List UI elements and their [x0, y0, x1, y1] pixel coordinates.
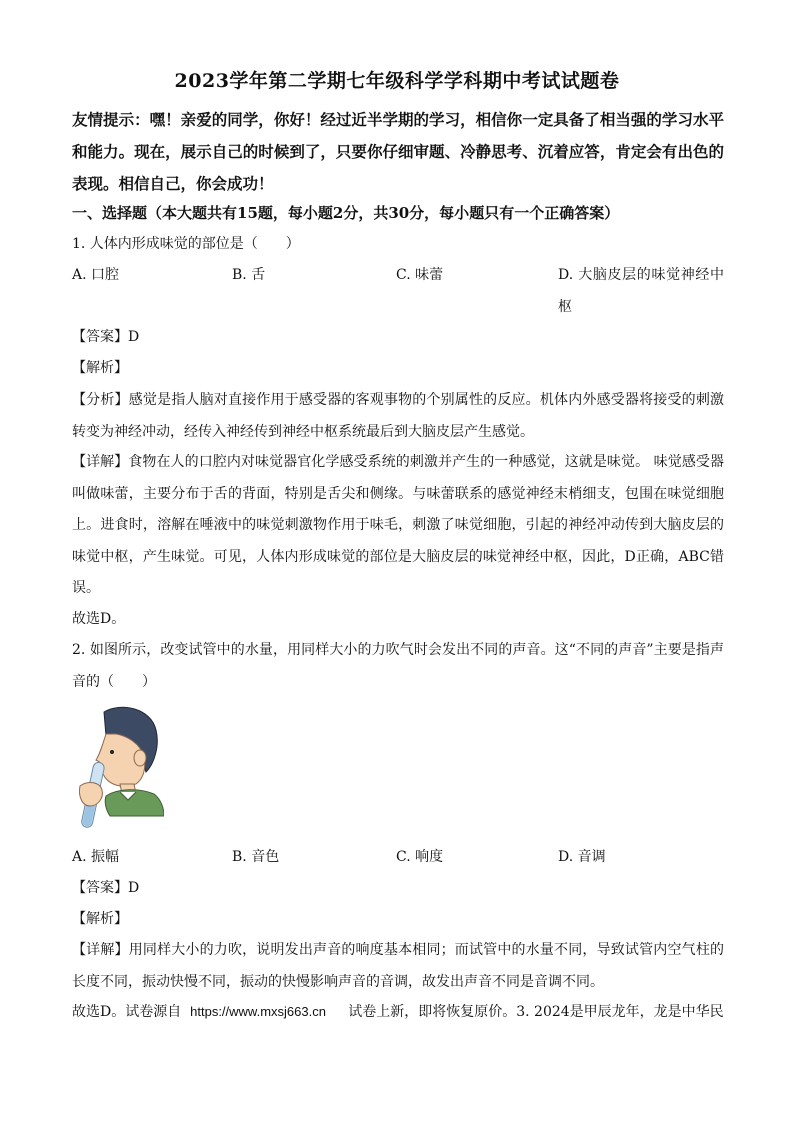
q1-stem: 1. 人体内形成味觉的部位是（ ） [72, 236, 300, 252]
q1-answer: 【答案】D [72, 329, 140, 345]
source-url[interactable]: https://www.mxsj663.cn [190, 1004, 326, 1019]
q2-option-b: B. 音色 [232, 849, 280, 865]
q2-options [72, 842, 724, 873]
q2-conclusion-line [72, 996, 732, 1028]
q2-option-c: C. 响度 [396, 849, 444, 865]
q2-analysis-label: 【解析】 [72, 911, 128, 927]
source-suffix: 试卷上新，即将恢复原价。3. 2024是甲辰龙年，龙是中华民 [348, 1004, 724, 1020]
friendly-tip: 友情提示：嘿！亲爱的同学，你好！经过近半学期的学习，相信你一定具备了相当强的学习水平和能力。现在，展示自己的时候到了，只要你仔细审题、冷静思考、沉着应答，肯定会有出色的表现。相信自己，你会成功！ [72, 110, 724, 193]
q2-option-d: D. 音调 [558, 849, 606, 865]
q1-conclusion: 故选D。 [72, 611, 126, 627]
section-heading: 一、选择题（本大题共有15题，每小题2分，共30分，每小题只有一个正确答案） [72, 204, 620, 222]
q1-analysis-label: 【解析】 [72, 360, 128, 376]
q1-xiangjie: 【详解】食物在人的口腔内对味觉器官化学感受系统的刺激并产生的一种感觉，这就是味觉。 味觉感受器叫做味蕾，主要分布于舌的背面，特别是舌尖和侧缘。与味蕾联系的感觉神经末梢细支，包围在味觉细胞上。进食时，溶解在唾液中的味觉刺激物作用于味毛，刺激了味觉细胞，引起的神经冲动传到大脑皮层的味觉中枢，产生味觉。可见，人体内形成味觉的部位是大脑皮层的味觉神经中枢，因此，D正确，ABC错误。 [72, 454, 724, 596]
q2-option-a: A. 振幅 [72, 849, 120, 865]
q2-conclusion: 故选D。 [72, 1004, 126, 1020]
q2-answer: 【答案】D [72, 880, 140, 896]
q1-option-b: B. 舌 [232, 267, 266, 283]
q2-xiangjie: 【详解】用同样大小的力吹，说明发出声音的响度基本相同；而试管中的水量不同，导致试管内空气柱的长度不同，振动快慢不同，振动的快慢影响声音的音调，故发出声音不同是音调不同。 [72, 942, 724, 990]
q1-option-d: D. 大脑皮层的味觉神经中枢 [558, 267, 724, 315]
boy-blowing-test-tube-figure [66, 702, 164, 834]
q1-option-a: A. 口腔 [72, 267, 120, 283]
page-title: 2023学年第二学期七年级科学学科期中考试试题卷 [174, 70, 620, 92]
q2-stem: 2. 如图所示，改变试管中的水量，用同样大小的力吹气时会发出不同的声音。这“不同的声音”主要是指声音的（ ） [72, 642, 724, 690]
q1-option-c: C. 味蕾 [396, 267, 444, 283]
q1-fenxi: 【分析】感觉是指人脑对直接作用于感受器的客观事物的个别属性的反应。机体内外感受器将接受的刺激转变为神经冲动，经传入神经传到神经中枢系统最后到大脑皮层产生感觉。 [72, 392, 724, 440]
source-prefix: 试卷源自 [125, 1004, 182, 1020]
